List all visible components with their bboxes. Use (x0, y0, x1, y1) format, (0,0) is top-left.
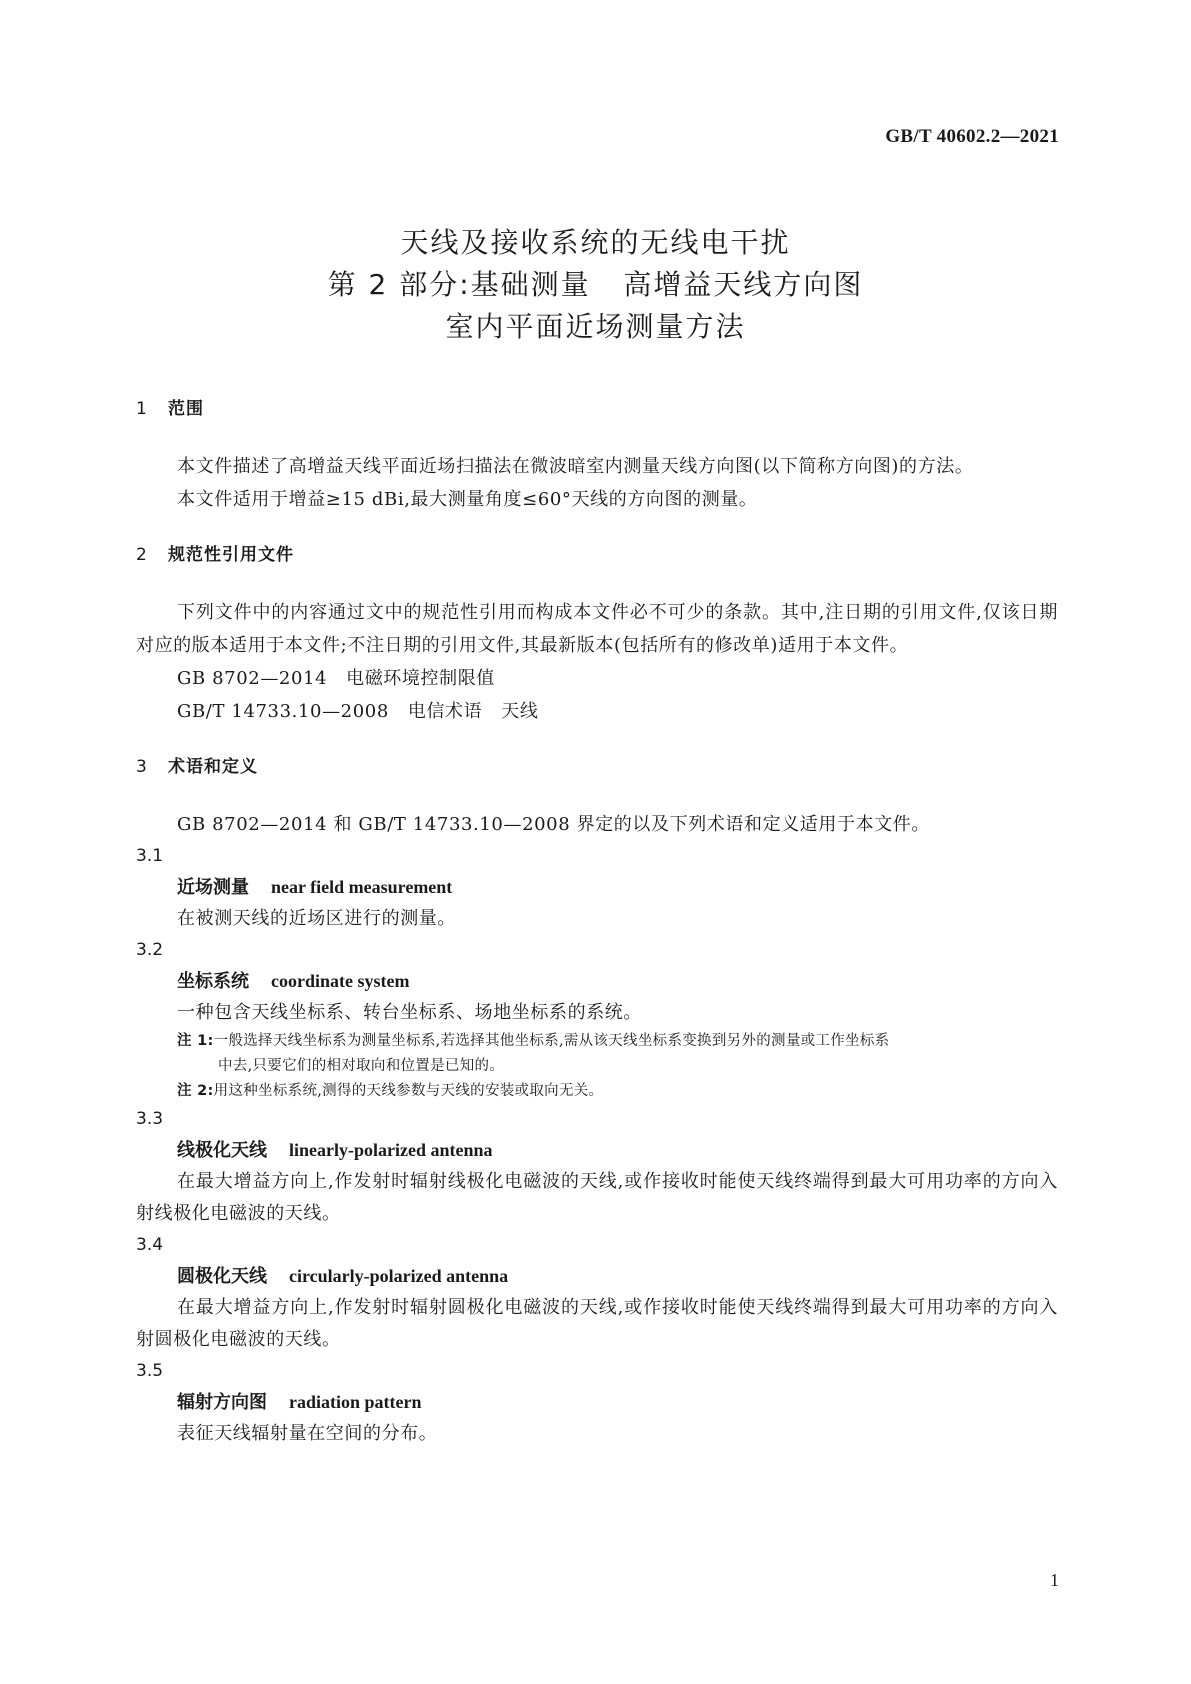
term-number: 3.5 (136, 1361, 164, 1381)
term-definition: 在最大增益方向上,作发射时辐射线极化电磁波的天线,或作接收时能使天线终端得到最大可用功率的方向入射线极化电磁波的天线。 (136, 1171, 1058, 1224)
term-name (136, 872, 1058, 903)
section-title: 术语和定义 (168, 757, 258, 777)
title-line-1: 天线及接收系统的无线电干扰 (400, 226, 791, 259)
note-text: 一般选择天线坐标系为测量坐标系,若选择其他坐标系,需从该天线坐标系变换到另外的测量或工作坐标系 (213, 1033, 890, 1049)
term-name-zh: 坐标系统 (177, 971, 249, 992)
term-definition: 一种包含天线坐标系、转台坐标系、场地坐标系的系统。 (177, 1002, 642, 1023)
term-name-en: linearly-polarized antenna (289, 1140, 493, 1160)
term-name-en: radiation pattern (289, 1392, 422, 1412)
section-number: 2 (136, 545, 148, 565)
title-line-2: 第 2 部分:基础测量 高增益天线方向图 (327, 268, 864, 301)
term-name (136, 1261, 1058, 1292)
term-name (136, 966, 1058, 997)
term-number: 3.3 (136, 1109, 164, 1129)
term-definition: 在最大增益方向上,作发射时辐射圆极化电磁波的天线,或作接收时能使天线终端得到最大可用功率的方向入射圆极化电磁波的天线。 (136, 1297, 1058, 1350)
term-name-en: circularly-polarized antenna (289, 1266, 509, 1286)
term-definition: 在被测天线的近场区进行的测量。 (177, 908, 456, 929)
note-continuation: 中去,只要它们的相对取向和位置是已知的。 (218, 1058, 505, 1074)
document-title (0, 222, 1191, 348)
section-1-heading (136, 395, 1058, 423)
term-definition: 表征天线辐射量在空间的分布。 (177, 1423, 438, 1444)
section-2-heading (136, 541, 1058, 569)
term-name (136, 1135, 1058, 1166)
term-name-en: coordinate system (271, 971, 410, 991)
section-3-paragraph-1: GB 8702—2014 和 GB/T 14733.10—2008 界定的以及下列术语和定义适用于本文件。 (177, 814, 931, 835)
note-2 (136, 1079, 1058, 1104)
term-name (136, 1387, 1058, 1418)
term-name-zh: 近场测量 (177, 877, 249, 898)
note-1 (136, 1029, 1058, 1079)
normative-reference-2: GB/T 14733.10—2008 电信术语 天线 (177, 701, 539, 722)
section-1-paragraph-1: 本文件描述了高增益天线平面近场扫描法在微波暗室内测量天线方向图(以下简称方向图)的方法。 (177, 456, 974, 477)
term-name-zh: 线极化天线 (177, 1140, 267, 1161)
term-name-en: near field measurement (271, 877, 453, 897)
section-number: 1 (136, 399, 148, 419)
note-label: 注 2: (177, 1083, 214, 1099)
section-title: 范围 (168, 399, 204, 419)
normative-reference-1: GB 8702—2014 电磁环境控制限值 (177, 668, 495, 689)
section-3-heading (136, 753, 1058, 781)
section-number: 3 (136, 757, 148, 777)
note-text: 用这种坐标系统,测得的天线参数与天线的安装或取向无关。 (213, 1083, 604, 1099)
note-label: 注 1: (177, 1033, 214, 1049)
term-number: 3.1 (136, 846, 164, 866)
term-number: 3.2 (136, 940, 164, 960)
section-title: 规范性引用文件 (168, 545, 294, 565)
document-body (136, 395, 1058, 1450)
term-number: 3.4 (136, 1235, 164, 1255)
title-line-3: 室内平面近场测量方法 (445, 310, 746, 343)
term-name-zh: 圆极化天线 (177, 1266, 267, 1287)
section-1-paragraph-2: 本文件适用于增益≥15 dBi,最大测量角度≤60°天线的方向图的测量。 (177, 489, 758, 510)
section-2-paragraph-1: 下列文件中的内容通过文中的规范性引用而构成本文件必不可少的条款。其中,注日期的引用文件,仅该日期对应的版本适用于本文件;不注日期的引用文件,其最新版本(包括所有的修改单)适用于本文件。 (136, 602, 1058, 656)
term-name-zh: 辐射方向图 (177, 1392, 267, 1413)
standard-number: GB/T 40602.2—2021 (885, 126, 1059, 147)
page-number: 1 (1050, 1570, 1059, 1590)
